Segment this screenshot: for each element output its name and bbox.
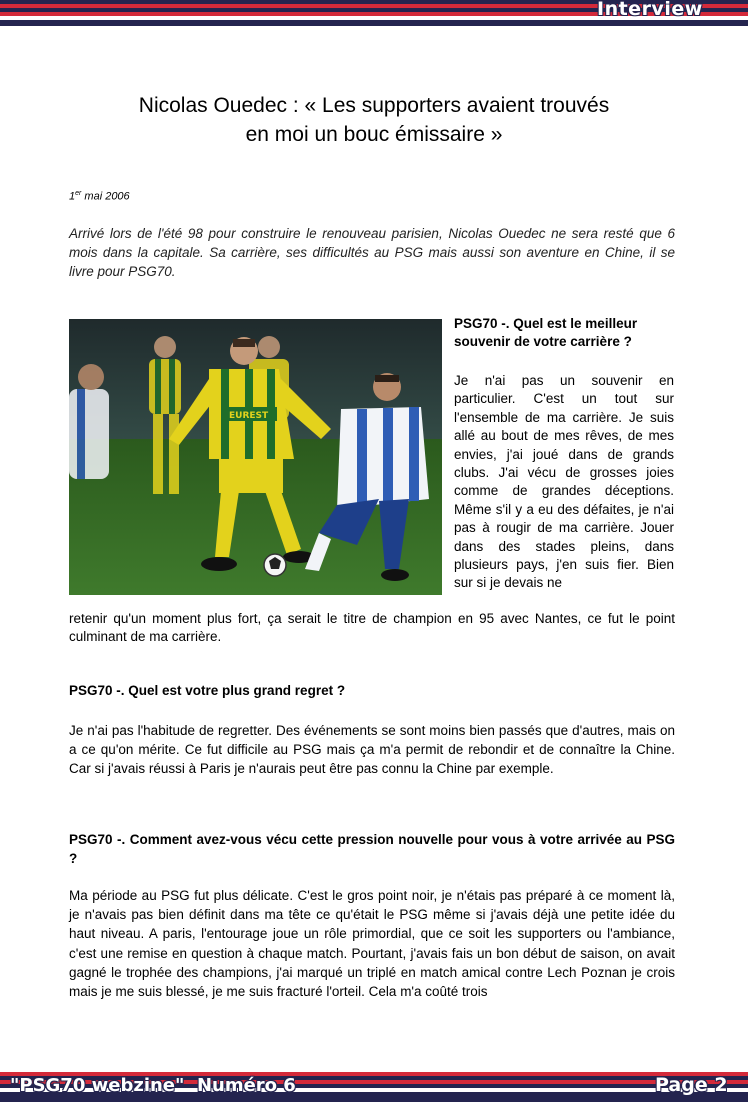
question-2: PSG70 -. Quel est votre plus grand regret ?	[69, 683, 346, 698]
answer-1-column: Je n'ai pas un souvenir en particulier. C'est un tout sur l'ensemble de ma carrière. Je suis allé au bout de mes rêves, de mes envies, j'ai joué dans de grands clubs. J'ai vécu de grosses joies comme de grandes déceptions. Même s'il y a eu des défaites, je n'ai pas à rougir de ma carrière. Jouer dans des stades pleins, dans plusieurs pays, j'en suis fier. Bien sur si je devais ne	[454, 373, 674, 591]
answer-1-continued: retenir qu'un moment plus fort, ça serait le titre de champion en 95 avec Nantes, ce fut le point culminant de ma carrière.	[69, 611, 675, 645]
jersey-sponsor: EUREST	[229, 411, 269, 421]
answer-2: Je n'ai pas l'habitude de regretter. Des événements se sont moins bien passés que d'autres, mais on a ce qu'on mérite. Ce fut difficile au PSG mais ça m'a permit de rebondir et de connaître la Chine. Car si j'avais réussi à Paris je n'aurais peut être pas connu la Chine par exemple.	[69, 723, 675, 776]
article-title-line-2: en moi un bouc émissaire »	[245, 123, 503, 146]
article-intro: Arrivé lors de l'été 98 pour construire le renouveau parisien, Nicolas Ouedec ne sera resté que 6 mois dans la capitale. Sa carrière, ses difficultés au PSG mais aussi son aventure en Chine, il se livre pour PSG70.	[69, 226, 675, 279]
footer-webzine-issue	[10, 1075, 296, 1096]
issue-number: Numéro 6	[196, 1075, 296, 1096]
page-number: Page 2	[655, 1074, 728, 1096]
date-suffix: er	[75, 190, 82, 197]
date-day: 1	[69, 190, 76, 203]
webzine-name: "PSG70 webzine"	[10, 1075, 185, 1096]
question-3: PSG70 -. Comment avez-vous vécu cette pression nouvelle pour vous à votre arrivée au PSG ?	[69, 832, 675, 866]
football-match-photo	[69, 319, 442, 595]
article-date	[69, 190, 130, 203]
article-title-line-1: Nicolas Ouedec : « Les supporters avaient trouvés	[138, 94, 610, 117]
article-title	[40, 91, 708, 149]
section-label: Interview	[597, 0, 703, 20]
date-rest: mai 2006	[81, 190, 130, 203]
question-1: PSG70 -. Quel est le meilleur souvenir de votre carrière ?	[454, 316, 638, 349]
answer-3: Ma période au PSG fut plus délicate. C'est le gros point noir, je n'étais pas préparé à ce moment là, je n'avais pas bien définit dans ma tête ce qu'était le PSG même si j'avais déjà une petite idée du haut niveau. A paris, l'entourage joue un rôle primordial, que ce soit les supporters ou l'ambiance, c'est une remise en question à chaque match. Pourtant, j'avais fais un bon début de saison, on avait gagné le trophée des champions, j'ai marqué un triplé en match amical contre Lech Poznan je crois mais je me suis blessé, je me suis fracturé l'orteil. Cela m'a coûté trois	[69, 888, 675, 1000]
